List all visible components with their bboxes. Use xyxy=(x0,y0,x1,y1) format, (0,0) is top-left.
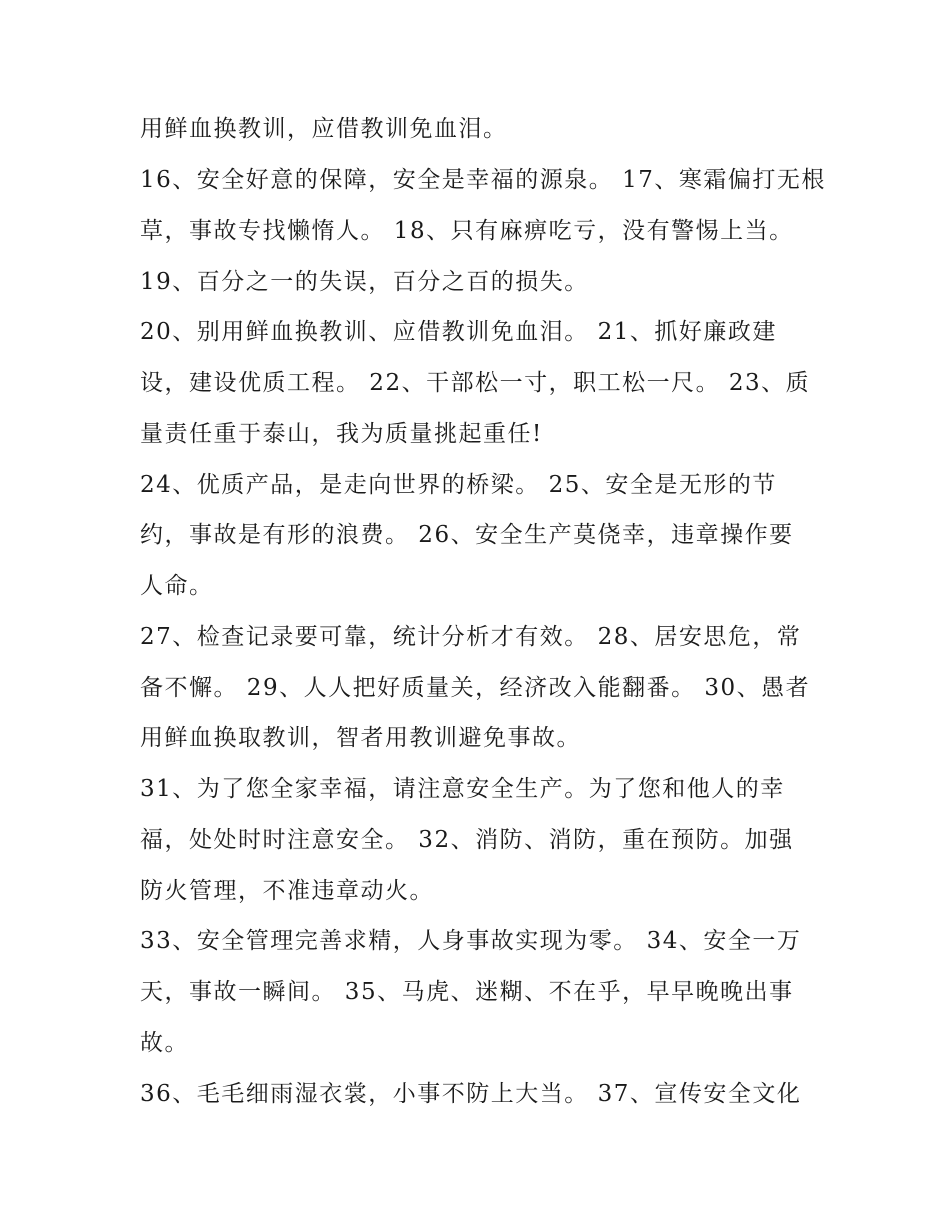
text-line: 备不懈。 29、人人把好质量关，经济改入能翻番。 30、愚者 xyxy=(140,675,811,701)
text-line: 草，事故专找懒惰人。 18、只有麻痹吃亏，没有警惕上当。 xyxy=(140,218,794,244)
text-line: 故。 xyxy=(140,1030,189,1056)
text-line: 人命。 xyxy=(140,573,214,599)
text-line: 用鲜血换取教训，智者用教训避免事故。 xyxy=(140,725,581,751)
text-line: 33、安全管理完善求精，人身事故实现为零。 34、安全一万 xyxy=(140,928,802,954)
text-line: 27、检查记录要可靠，统计分析才有效。 28、居安思危，常 xyxy=(140,624,802,650)
text-line: 防火管理，不准违章动火。 xyxy=(140,878,434,904)
text-line: 16、安全好意的保障，安全是幸福的源泉。 17、寒霜偏打无根 xyxy=(140,167,826,193)
text-line: 用鲜血换教训，应借教训免血泪。 xyxy=(140,116,508,142)
text-line: 36、毛毛细雨湿衣裳，小事不防上大当。 37、宣传安全文化 xyxy=(140,1081,802,1107)
text-line: 约，事故是有形的浪费。 26、安全生产莫侥幸，违章操作要 xyxy=(140,522,794,548)
text-line: 19、百分之一的失误，百分之百的损失。 xyxy=(140,269,589,295)
text-line: 24、优质产品，是走向世界的桥梁。 25、安全是无形的节 xyxy=(140,472,777,498)
text-line: 31、为了您全家幸福，请注意安全生产。为了您和他人的幸 xyxy=(140,776,785,802)
text-line: 福，处处时时注意安全。 32、消防、消防，重在预防。加强 xyxy=(140,827,794,853)
text-line: 设，建设优质工程。 22、干部松一寸，职工松一尺。 23、质 xyxy=(140,370,811,396)
text-line: 20、别用鲜血换教训、应借教训免血泪。 21、抓好廉政建 xyxy=(140,319,777,345)
text-line: 量责任重于泰山，我为质量挑起重任! xyxy=(140,421,543,447)
text-line: 天，事故一瞬间。 35、马虎、迷糊、不在乎，早早晚晚出事 xyxy=(140,979,794,1005)
